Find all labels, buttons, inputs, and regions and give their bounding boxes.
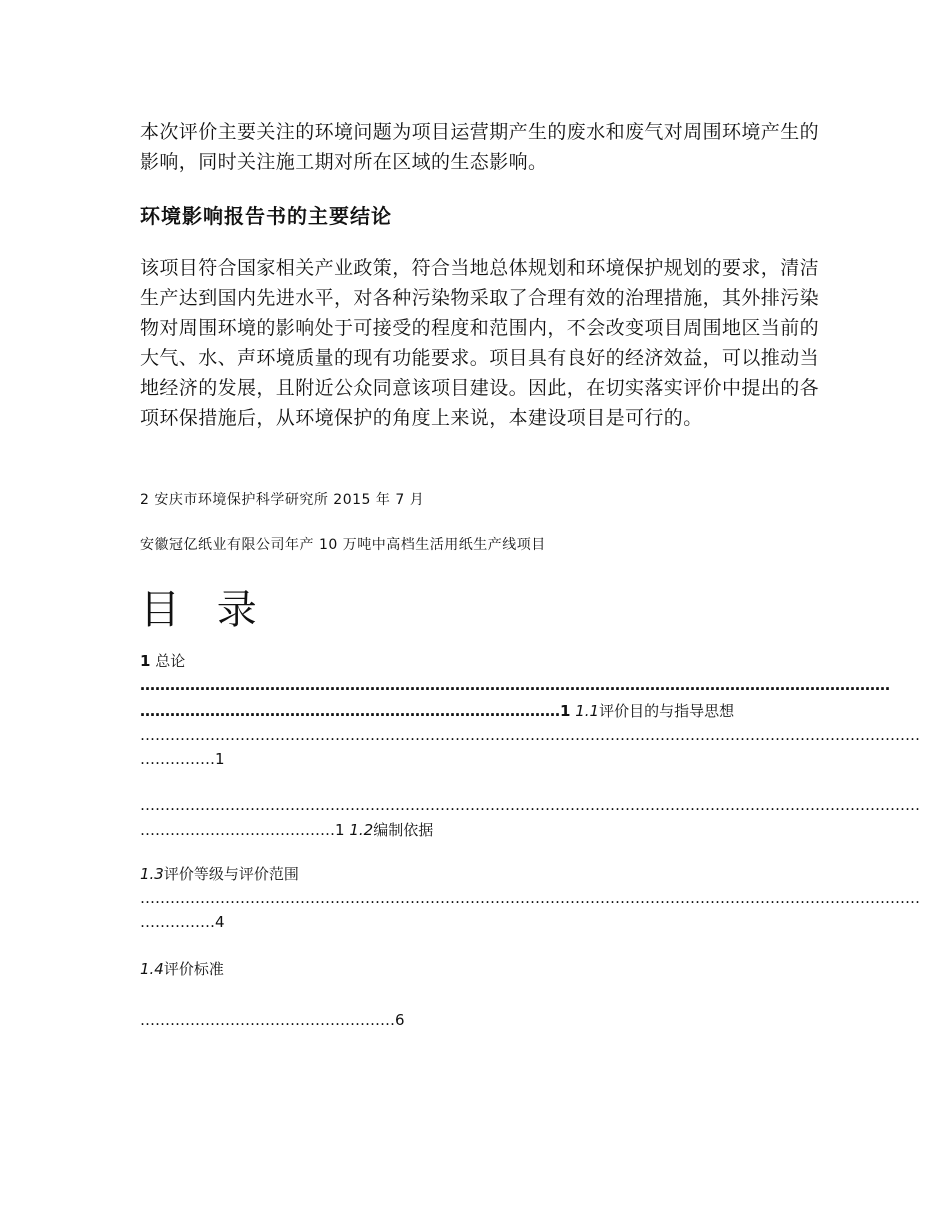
toc-entry-5-page-line [140,1011,810,1029]
toc-entry-label: 编制依据 [373,821,434,839]
toc-entry-page: 1 [560,702,571,720]
toc-entry-number: 1.2 [349,821,374,839]
toc-leader-dots: …………… [140,750,215,768]
toc-entry-page: 1 [335,821,345,839]
toc-entry-number: 1.3 [140,865,164,883]
toc-leader-dots: ………………………………………………………………………… [140,702,560,720]
toc-entry-page: 4 [215,913,225,931]
toc-leader-dots: ………………………………… [140,821,335,839]
toc-entry-2-page-line [140,750,810,768]
toc-entry-page: 6 [395,1011,405,1029]
toc-leader-dots: …………………………………………… [140,1011,395,1029]
conclusion-paragraph: 该项目符合国家相关产业政策，符合当地总体规划和环境保护规划的要求，清洁生产达到国内先进水平，对各种污染物采取了合理有效的治理措施，其外排污染物对周围环境的影响处于可接受的程度和范围内，不会改变项目周围地区当前的大气、水、声环境质量的现有功能要求。项目具有良好的经济效益，可以推动当地经济的发展，且附近公众同意该项目建设。因此，在切实落实评价中提出的各项环保措施后，从环境保护的角度上来说，本建设项目是可行的。 [140,257,820,429]
toc-entry-number: 1.1 [575,702,600,720]
toc-entry-page: 1 [215,750,225,768]
toc-entry-number: 1 [140,652,151,670]
toc-entry-4-label-line [140,863,810,884]
toc-leader-dots: ………………………………………………………………………………………………………………………………………… [140,796,920,814]
toc-title: 目 录 [140,587,269,633]
toc-entry-1-page-line [140,700,810,721]
toc-entry-label: 总论 [155,652,186,670]
toc-entry-label: 评价标准 [163,960,224,978]
toc-entry-label: 评价目的与指导思想 [599,702,735,720]
toc-leader-dots: ………………………………………………………………………………………………………………………………………… [140,726,920,744]
toc-entry-5-label-line [140,958,810,979]
toc-entry-3-page-line [140,819,810,840]
toc-leader-dots: ………………………………………………………………………………………………………………………………………… [140,889,920,907]
toc-entry-4-page-line [140,913,810,931]
project-title: 安徽冠亿纸业有限公司年产 10 万吨中高档生活用纸生产线项目 [140,537,546,553]
conclusion-heading: 环境影响报告书的主要结论 [140,204,392,228]
toc-entry-label: 评价等级与评价范围 [163,865,299,883]
toc-leader-dots: …………… [140,913,215,931]
toc-entry-number: 1.4 [140,960,164,978]
intro-paragraph: 本次评价主要关注的环境问题为项目运营期产生的废水和废气对周围环境产生的影响，同时关注施工期对所在区域的生态影响。 [140,121,820,173]
toc-leader-dots: …………………………………………………………………………………………………………………………………… [140,676,890,694]
footer-line: 2 安庆市环境保护科学研究所 2015 年 7 月 [140,492,425,508]
toc-entry-1-label-line [140,650,810,671]
